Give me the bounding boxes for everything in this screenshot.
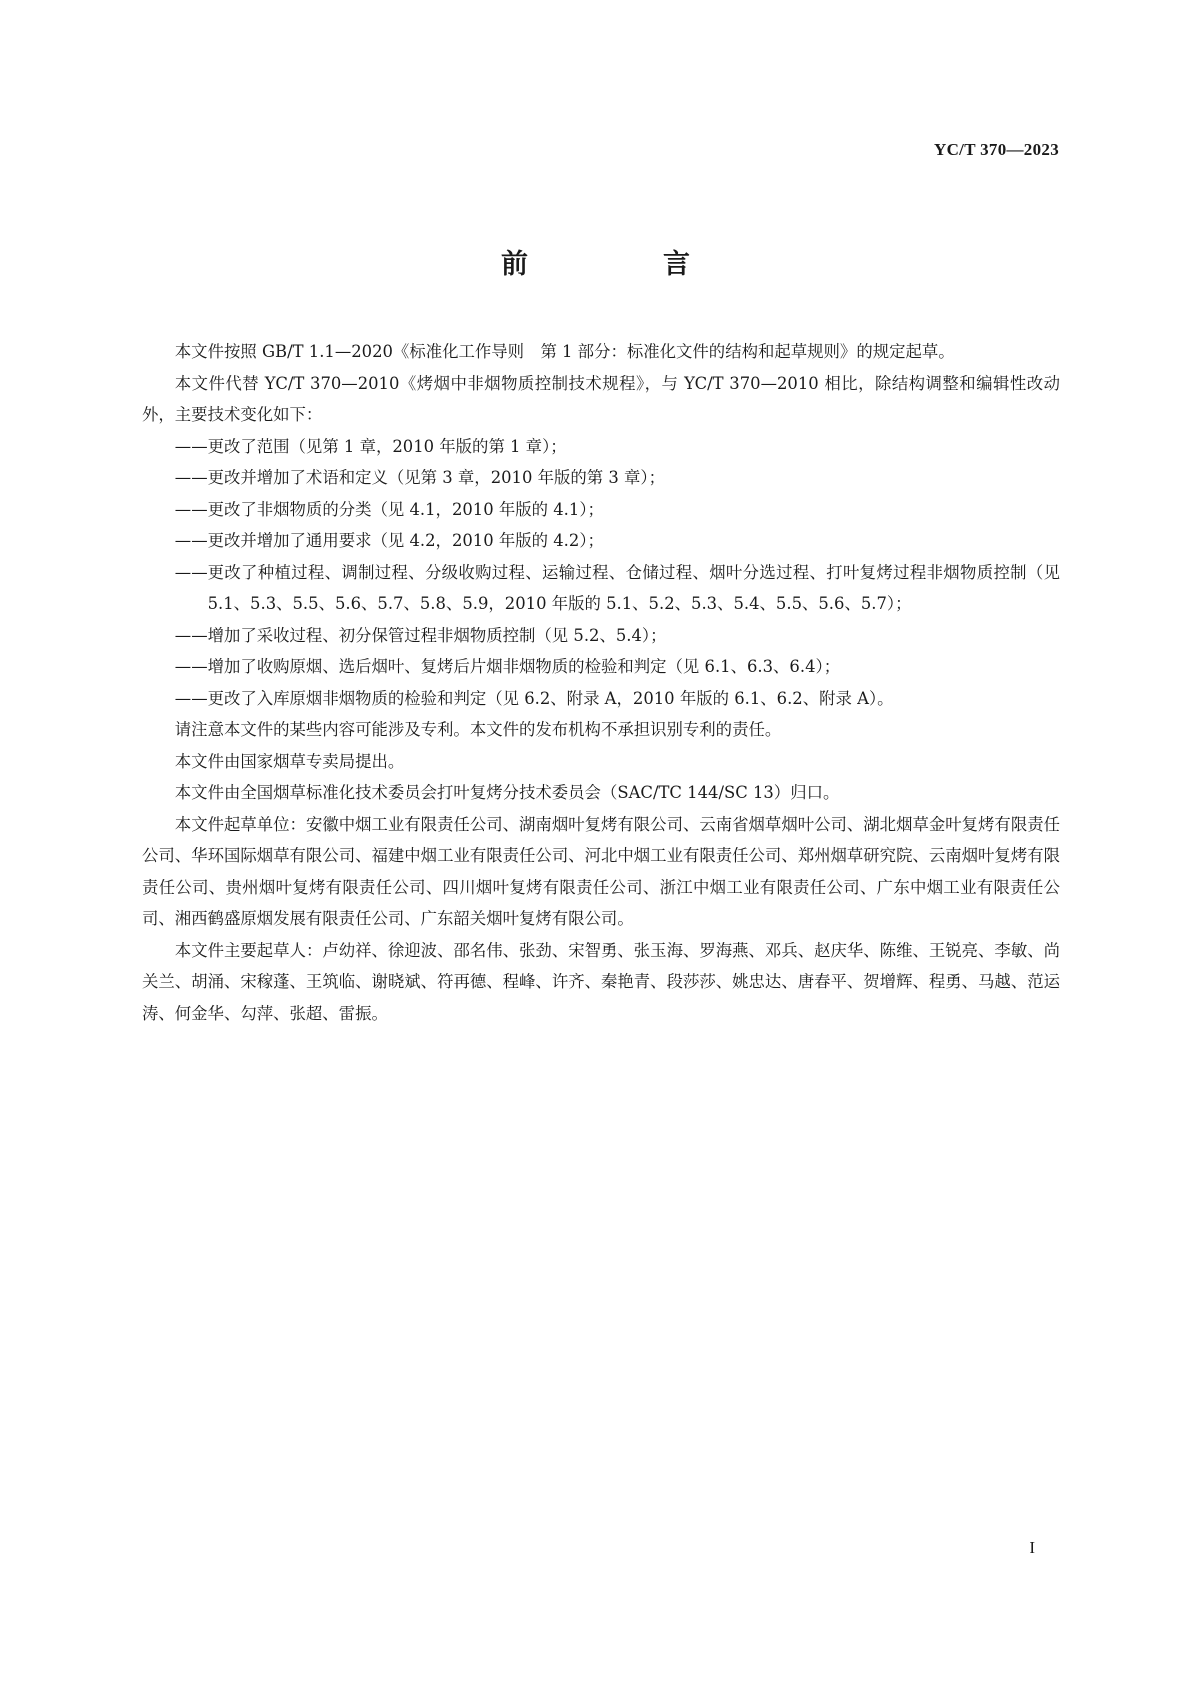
dash-marker: —— (174, 468, 208, 487)
dash-marker: —— (174, 499, 208, 519)
list-item (142, 494, 1060, 526)
page-number: I (1029, 1538, 1035, 1557)
list-item-text: 更改了范围（见第 1 章，2010 年版的第 1 章）； (207, 436, 567, 456)
page-title: 前 言 (501, 249, 744, 280)
list-item (142, 557, 1060, 620)
list-item (142, 462, 1060, 494)
list-item (142, 651, 1060, 683)
list-item-text: 更改了入库原烟非烟物质的检验和判定（见 6.2、附录 A，2010 年版的 6.1、6.2、附录 A）。 (207, 688, 894, 708)
paragraph-proposer: 本文件由国家烟草专卖局提出。 (174, 751, 405, 771)
list-item (142, 620, 1060, 652)
list-item (142, 683, 1060, 715)
list-item (142, 525, 1060, 557)
dash-marker: —— (174, 657, 208, 676)
document-code: YC/T 370—2023 (934, 140, 1059, 159)
list-item-text: 更改并增加了通用要求（见 4.2，2010 年版的 4.2）； (207, 531, 604, 550)
paragraph-technical-committee: 本文件由全国烟草标准化技术委员会打叶复烤分技术委员会（SAC/TC 144/SC 13）归口。 (174, 783, 840, 802)
paragraph-replacement: 本文件代替 YC/T 370—2010《烤烟中非烟物质控制技术规程》，与 YC/T 370—2010 相比，除结构调整和编辑性改动外，主要技术变化如下： (142, 373, 1060, 424)
dash-marker: —— (174, 531, 208, 550)
list-item-text: 更改并增加了术语和定义（见第 3 章，2010 年版的第 3 章）； (207, 468, 665, 487)
paragraph-drafters: 本文件主要起草人：卢幼祥、徐迎波、邵名伟、张劲、宋智勇、张玉海、罗海燕、邓兵、赵庆华、陈维、王锐亮、李敏、尚关兰、胡涌、宋稼蓬、王筑临、谢晓斌、符再德、程峰、许齐、秦艳青、段莎莎、姚忠达、唐春平、贺增辉、程勇、马越、范运涛、何金华、勾萍、张超、雷振。 (142, 940, 1060, 1023)
dash-marker: —— (174, 436, 208, 456)
technical-changes-list (142, 431, 1060, 715)
list-item-text: 更改了种植过程、调制过程、分级收购过程、运输过程、仓储过程、烟叶分选过程、打叶复烤过程非烟物质控制（见 5.1、5.3、5.5、5.6、5.7、5.8、5.9，2010 年版的 5.1、5.2、5.3、5.4、5.5、5.6、5.7）； (207, 562, 1060, 613)
paragraph-patent-notice: 请注意本文件的某些内容可能涉及专利。本文件的发布机构不承担识别专利的责任。 (174, 720, 782, 739)
foreword-body (142, 336, 1060, 1029)
list-item-text: 增加了采收过程、初分保管过程非烟物质控制（见 5.2、5.4）； (207, 625, 667, 645)
dash-marker: —— (174, 625, 208, 645)
dash-marker: —— (174, 562, 208, 582)
dash-marker: —— (174, 688, 208, 708)
paragraph-drafting-units: 本文件起草单位：安徽中烟工业有限责任公司、湖南烟叶复烤有限公司、云南省烟草烟叶公司、湖北烟草金叶复烤有限责任公司、华环国际烟草有限公司、福建中烟工业有限责任公司、河北中烟工业有限责任公司、郑州烟草研究院、云南烟叶复烤有限责任公司、贵州烟叶复烤有限责任公司、四川烟叶复烤有限责任公司、浙江中烟工业有限责任公司、广东中烟工业有限责任公司、湘西鹤盛原烟发展有限责任公司、广东韶关烟叶复烤有限公司。 (142, 814, 1060, 928)
list-item (142, 431, 1060, 463)
paragraph-drafting-rule: 本文件按照 GB/T 1.1—2020《标准化工作导则 第 1 部分：标准化文件的结构和起草规则》的规定起草。 (174, 342, 955, 361)
list-item-text: 增加了收购原烟、选后烟叶、复烤后片烟非烟物质的检验和判定（见 6.1、6.3、6.4）； (207, 657, 841, 676)
list-item-text: 更改了非烟物质的分类（见 4.1，2010 年版的 4.1）； (207, 499, 604, 519)
